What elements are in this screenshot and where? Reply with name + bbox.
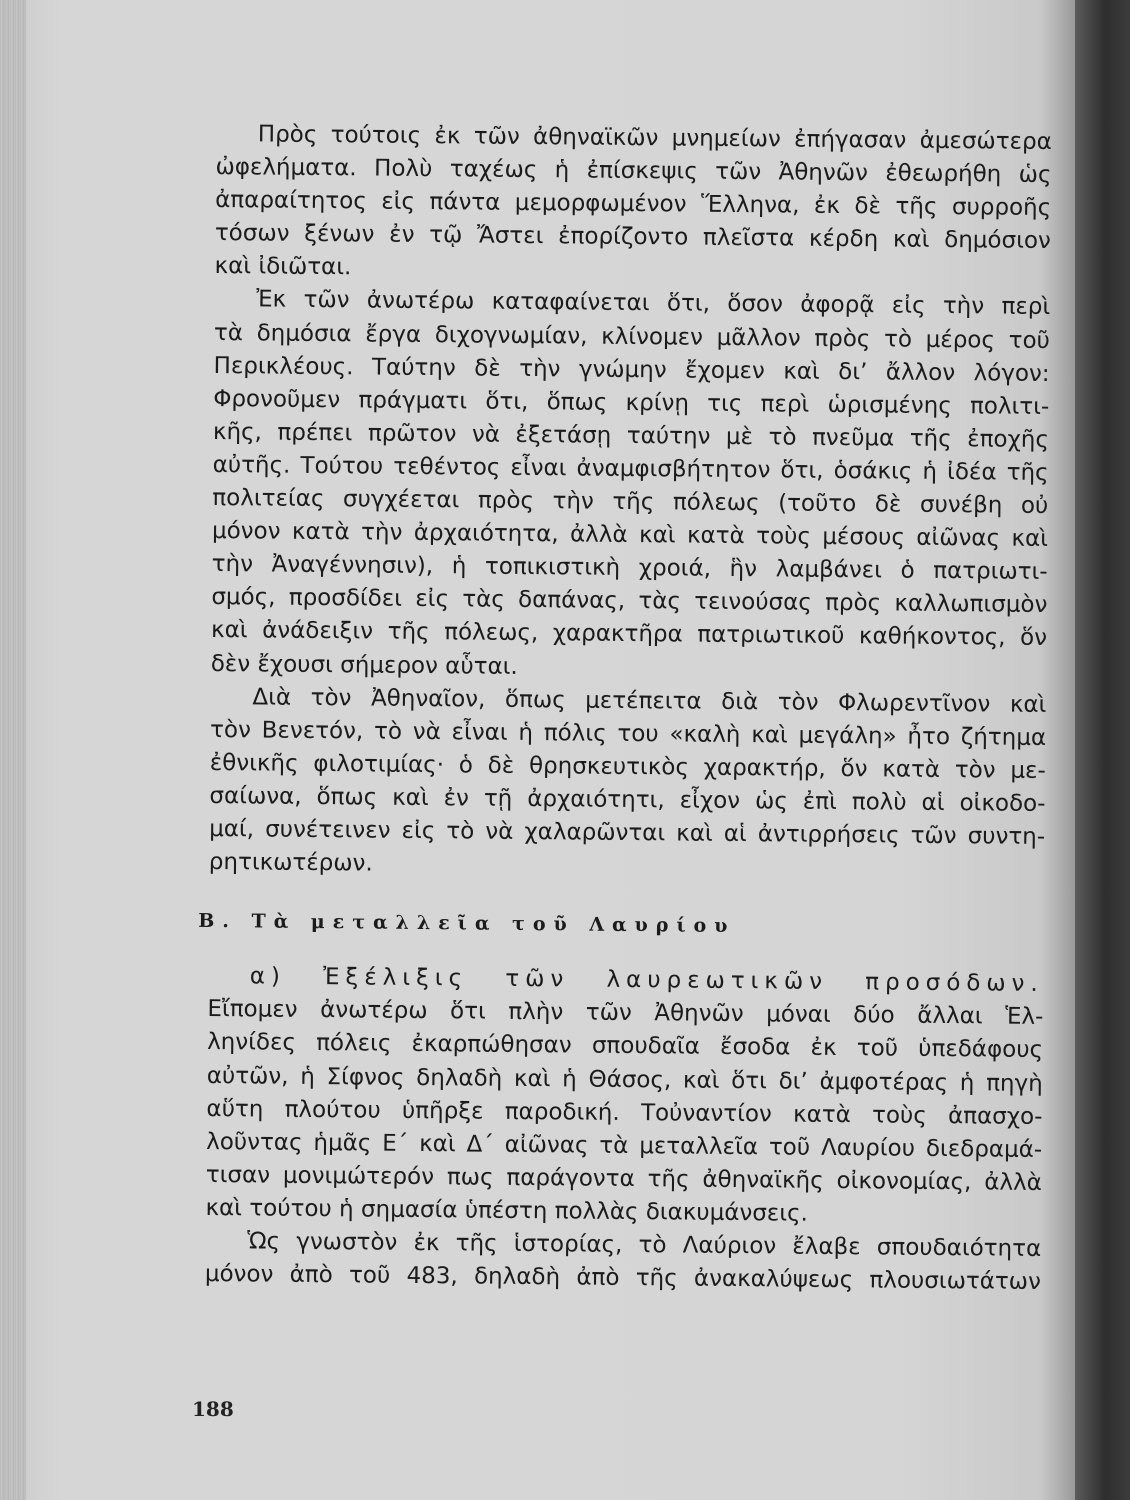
text-line: τὴν Ἀναγέννησιν), ἡ τοπικιστικὴ χροιά, ἣν λαμβάνει ὁ πατριωτι- xyxy=(211,551,1048,586)
paragraph-2 xyxy=(211,283,1051,688)
text-line: τόσων ξένων ἐν τῷ Ἄστει ἐπορίζοντο πλεῖστα κέρδη καὶ δημόσιον xyxy=(214,220,1051,255)
text-line: τὸν Βενετόν, τὸ νὰ εἶναι ἡ πόλις του «καλὴ καὶ μεγάλη» ἦτο ζήτημα xyxy=(210,716,1047,751)
text-line: Φρονοῦμεν πράγματι ὅτι, ὅπως κρίνῃ τις περὶ ὡρισμένης πολιτι- xyxy=(213,385,1050,420)
paragraph-3 xyxy=(209,681,1047,888)
text-line: τὰ δημόσια ἔργα διχογνωμίαν, κλίνομεν μᾶλλον πρὸς τὸ μέρος τοῦ xyxy=(213,319,1051,354)
text-line: Διὰ τὸν Ἀθηναῖον, ὅπως μετέπειτα διὰ τὸν Φλωρεντῖνον καὶ xyxy=(252,683,1047,718)
text-line: μόνον ἀπὸ τοῦ 483, δηλαδὴ ἀπὸ τῆς ἀνακαλύψεως πλουσιωτάτων xyxy=(204,1261,1041,1296)
text-line: κῆς, πρέπει πρῶτον νὰ ἐξετάσῃ ταύτην μὲ τὸ πνεῦμα τῆς ἐποχῆς xyxy=(212,418,1050,453)
text-line: πολιτείας συγχέεται πρὸς τὴν τῆς πόλεως (τοῦτο δὲ συνέβη οὐ xyxy=(212,485,1049,520)
text-line: αὐτῆς. Τούτου τεθέντος εἶναι ἀναμφισβήτητον ὅτι, ὁσάκις ἡ ἰδέα τῆς xyxy=(212,451,1049,486)
text-line: καὶ ἀνάδειξιν τῆς πόλεως, χαρακτῆρα πατριωτικοῦ καθήκοντος, ὅν xyxy=(210,617,1048,652)
text-line: καὶ ἰδιῶται. xyxy=(214,253,352,281)
text-line: σμός, προσδίδει εἰς τὰς δαπάνας, τὰς τεινούσας πρὸς καλλωπισμὸν xyxy=(211,584,1048,619)
text-line: μόνον κατὰ τὴν ἀρχαιότητα, ἀλλὰ καὶ κατὰ τοὺς μέσους αἰῶνας καὶ xyxy=(211,518,1049,553)
text-line: Εἴπομεν ἀνωτέρω ὅτι πλὴν τῶν Ἀθηνῶν μόναι δύο ἄλλαι Ἑλ- xyxy=(207,996,1044,1031)
page-edges xyxy=(0,0,26,1500)
text-line: ἀπαραίτητος εἰς πάντα μεμορφωμένον Ἕλληνα, ἐκ δὲ τῆς συρροῆς xyxy=(215,187,1052,222)
text-line: Ὡς γνωστὸν ἐκ τῆς ἱστορίας, τὸ Λαύριον ἔλαβε σπουδαιότητα xyxy=(247,1228,1042,1262)
subsection-paragraph xyxy=(205,960,1044,1233)
text-line: ὠφελήματα. Πολὺ ταχέως ἡ ἐπίσκεψις τῶν Ἀθηνῶν ἐθεωρήθη ὡς xyxy=(215,154,1052,189)
paragraph-1 xyxy=(214,118,1052,291)
book-gutter xyxy=(1075,0,1130,1500)
text-line: αὕτη πλούτου ὑπῆρξε παροδική. Τοὐναντίον κατὰ τοὺς ἀπασχο- xyxy=(206,1095,1043,1130)
section-heading: Β. Τὰ μεταλλεῖα τοῦ Λαυρίου xyxy=(198,910,736,938)
text-line: μαί, συνέτεινεν εἰς τὸ νὰ χαλαρῶνται καὶ αἱ ἀντιρρήσεις τῶν συντη- xyxy=(209,815,1046,850)
text-line: καὶ τούτου ἡ σημασία ὑπέστη πολλὰς διακυμάνσεις. xyxy=(205,1194,809,1227)
page-text-block xyxy=(198,118,1052,1299)
final-paragraph xyxy=(205,1225,1042,1299)
text-line: ληνίδες πόλεις ἐκαρπώθησαν σπουδαῖα ἔσοδα ἐκ τοῦ ὑπεδάφους xyxy=(207,1029,1044,1064)
text-line: τισαν μονιμώτερόν πως παράγοντα τῆς ἀθηναϊκῆς οἰκονομίας, ἀλλὰ xyxy=(205,1161,1042,1196)
text-line: ρητικωτέρων. xyxy=(208,849,373,877)
text-line: Ἐκ τῶν ἀνωτέρω καταφαίνεται ὅτι, ὅσον ἀφορᾷ εἰς τὴν περὶ xyxy=(256,286,1051,321)
subsection-title: α) Ἐξέλιξις τῶν λαυρεωτικῶν προσόδων. xyxy=(249,963,1044,998)
text-line: ἐθνικῆς φιλοτιμίας· ὁ δὲ θρησκευτικὸς χαρακτήρ, ὅν κατὰ τὸν με- xyxy=(209,749,1046,784)
text-line: Πρὸς τούτοις ἐκ τῶν ἀθηναϊκῶν μνημείων ἐπήγασαν ἀμεσώτερα xyxy=(257,121,1052,156)
text-line: δὲν ἔχουσι σήμερον αὗται. xyxy=(210,650,518,680)
text-line: αὐτῶν, ἡ Σίφνος δηλαδὴ καὶ ἡ Θάσος, καὶ ὅτι δι’ ἀμφοτέρας ἡ πηγὴ xyxy=(206,1062,1043,1097)
text-line: λοῦντας ἡμᾶς Ε΄ καὶ Δ΄ αἰῶνας τὰ μεταλλεῖα τοῦ Λαυρίου διεδραμά- xyxy=(206,1128,1043,1163)
text-line: Περικλέους. Ταύτην δὲ τὴν γνώμην ἔχομεν καὶ δι’ ἄλλον λόγον: xyxy=(213,352,1050,387)
text-line: σαίωνα, ὅπως καὶ ἐν τῇ ἀρχαιότητι, εἶχον ὡς ἐπὶ πολὺ αἱ οἰκοδο- xyxy=(209,782,1046,817)
page-number: 188 xyxy=(192,1397,234,1421)
